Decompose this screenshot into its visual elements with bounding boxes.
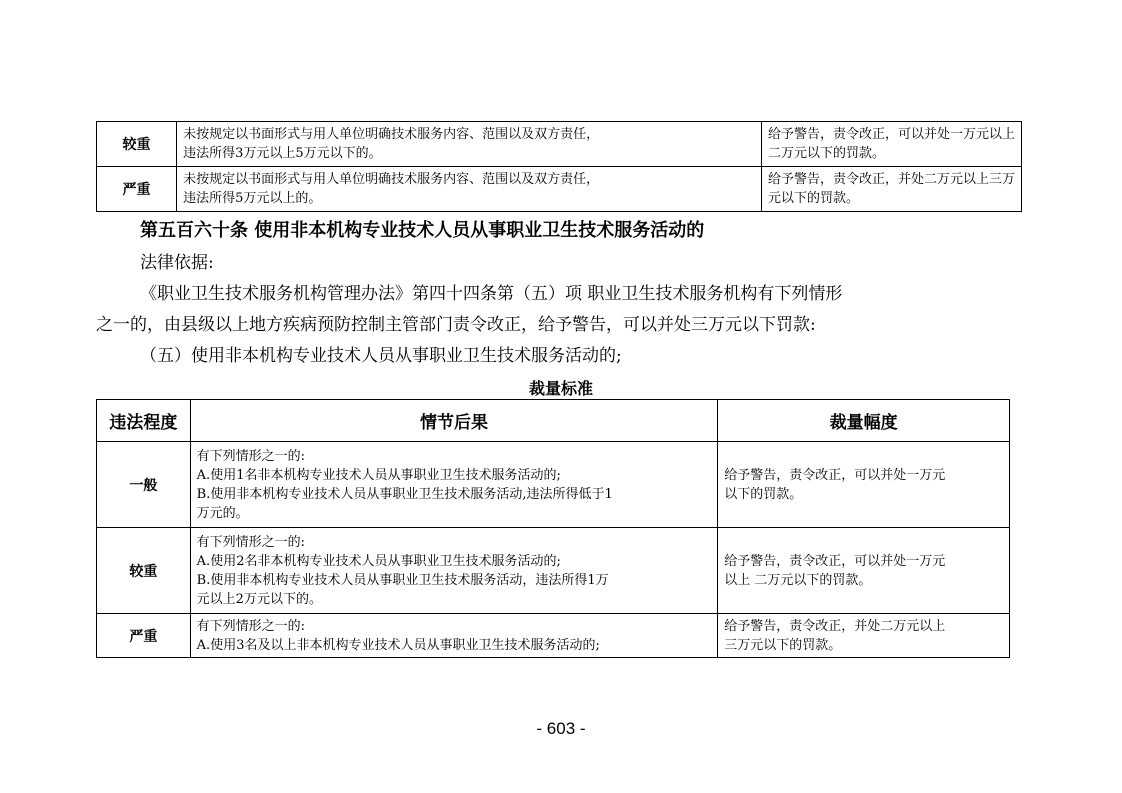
severity-cell: 较重 — [97, 528, 191, 614]
article-heading: 第五百六十条 使用非本机构专业技术人员从事职业卫生技术服务活动的 — [140, 220, 705, 241]
penalty-cell: 给予警告，责令改正，并处二万元以上三万 元以下的罚款。 — [761, 167, 1021, 212]
table-header-row — [97, 400, 1010, 442]
severity-cell: 严重 — [97, 167, 177, 212]
facts-cell: 有下列情形之一的: A.使用1名非本机构专业技术人员从事职业卫生技术服务活动的; B.使用非本机构专业技术人员从事职业卫生技术服务活动,违法所得低于1 万元的。 — [190, 442, 718, 528]
table-row — [97, 122, 1022, 167]
column-header-penalty: 裁量幅度 — [718, 400, 1010, 442]
penalty-cell: 给予警告，责令改正，可以并处一万元 以上 二万元以下的罚款。 — [718, 528, 1010, 614]
table-row — [97, 442, 1010, 528]
facts-cell: 未按规定以书面形式与用人单位明确技术服务内容、范围以及双方责任， 违法所得5万元以上的。 — [177, 167, 762, 212]
standard-caption: 裁量标准 — [528, 379, 593, 398]
discretion-standard-table — [96, 399, 1010, 658]
penalty-cell: 给予警告，责令改正，可以并处一万元以上 二万元以下的罚款。 — [761, 122, 1021, 167]
page-number: - 603 - — [536, 719, 586, 738]
legal-text-line: 之一的，由县级以上地方疾病预防控制主管部门责令改正，给予警告，可以并处三万元以下罚款: — [96, 315, 816, 335]
table-row — [97, 614, 1010, 658]
continued-penalty-table — [96, 121, 1022, 212]
legal-text-line: （五）使用非本机构专业技术人员从事职业卫生技术服务活动的; — [140, 346, 622, 366]
penalty-cell: 给予警告，责令改正，可以并处一万元 以下的罚款。 — [718, 442, 1010, 528]
table-row — [97, 528, 1010, 614]
column-header-severity: 违法程度 — [97, 400, 191, 442]
penalty-cell: 给予警告，责令改正，并处二万元以上 三万元以下的罚款。 — [718, 614, 1010, 658]
severity-cell: 较重 — [97, 122, 177, 167]
legal-text-line: 《职业卫生技术服务机构管理办法》第四十四条第（五）项 职业卫生技术服务机构有下列情形 — [140, 284, 843, 304]
legal-basis-label: 法律依据: — [140, 253, 214, 273]
table-row — [97, 167, 1022, 212]
facts-cell: 未按规定以书面形式与用人单位明确技术服务内容、范围以及双方责任， 违法所得3万元以上5万元以下的。 — [177, 122, 762, 167]
severity-cell: 严重 — [97, 614, 191, 658]
severity-cell: 一般 — [97, 442, 191, 528]
facts-cell: 有下列情形之一的: A.使用2名非本机构专业技术人员从事职业卫生技术服务活动的; B.使用非本机构专业技术人员从事职业卫生技术服务活动，违法所得1万 元以上2万元以下的。 — [190, 528, 718, 614]
facts-cell: 有下列情形之一的: A.使用3名及以上非本机构专业技术人员从事职业卫生技术服务活动的; — [190, 614, 718, 658]
column-header-facts: 情节后果 — [190, 400, 718, 442]
